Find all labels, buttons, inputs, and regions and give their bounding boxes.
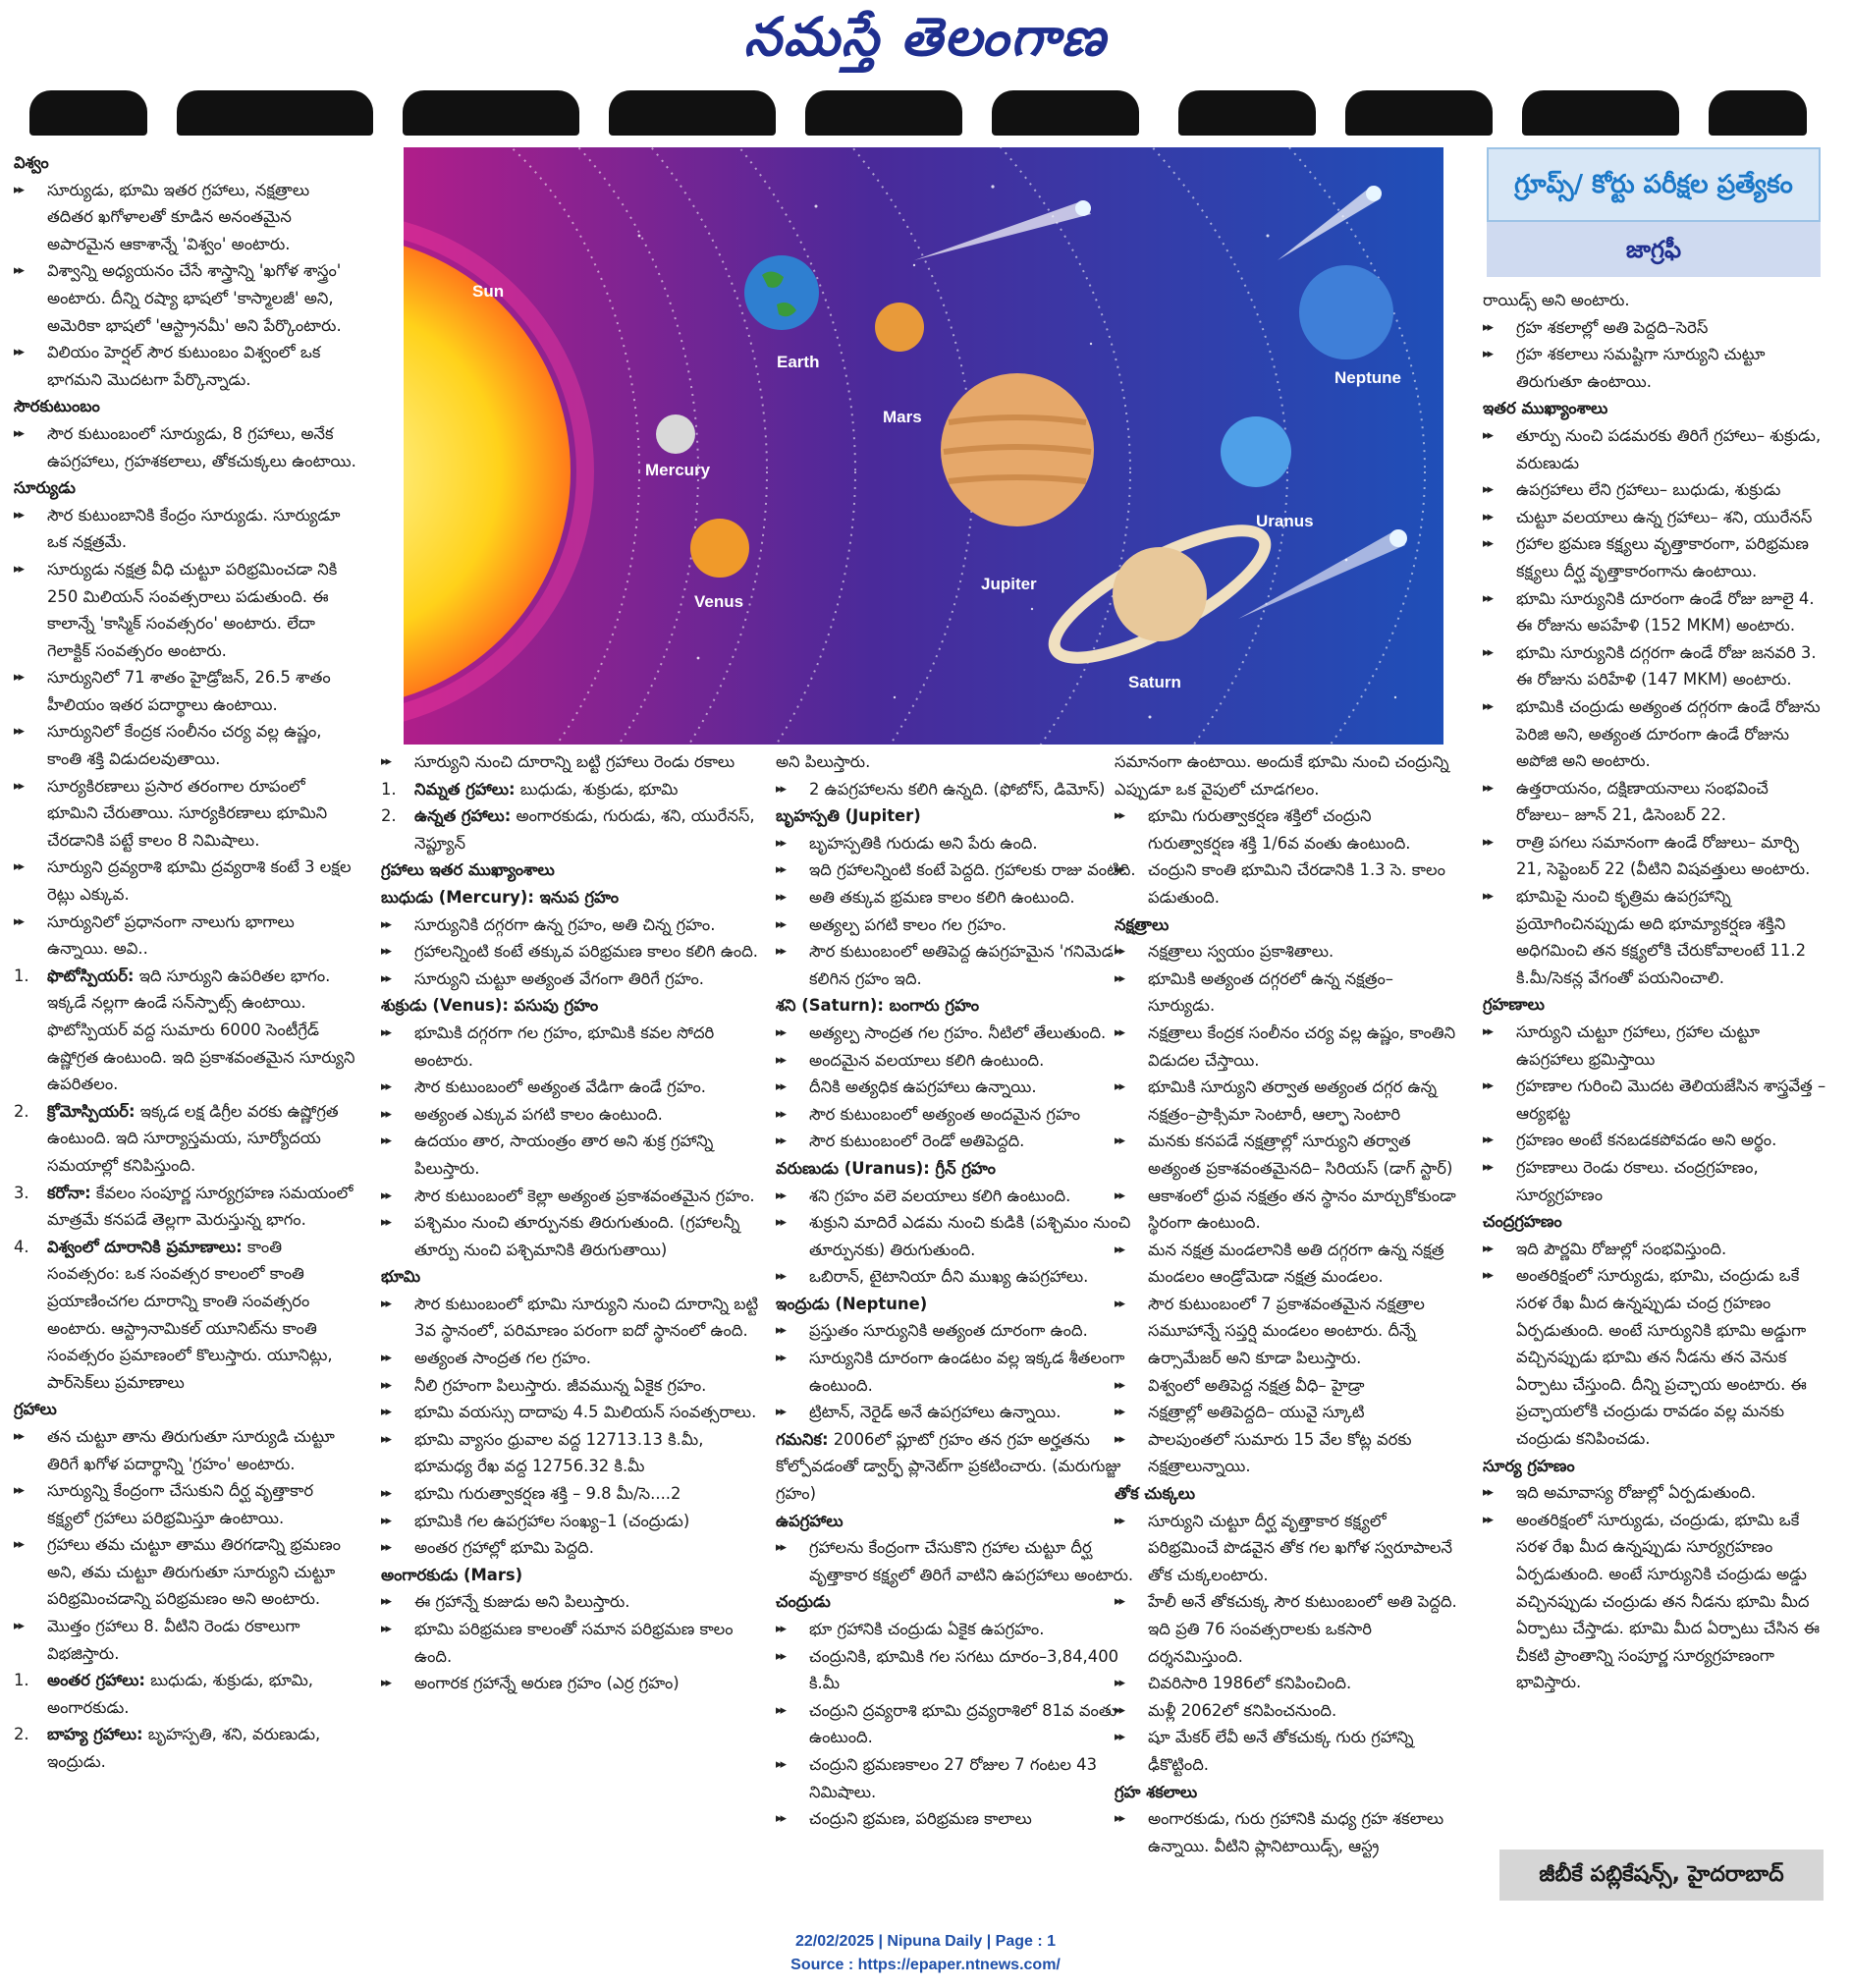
bullet-item: ▸▸ అత్యల్ప సాంద్రత గల గ్రహం. నీటిలో తేలుతుంది. bbox=[776, 1020, 1149, 1047]
bullet-item: ▸▸ భూమికి అత్యంత దగ్గరలో ఉన్న నక్షత్రం– సూర్యుడు. bbox=[1115, 966, 1460, 1020]
bullet-item: ▸▸ సౌర కుటుంబంలో అతిపెద్ద ఉపగ్రహమైన 'గనిమెడ' కలిగిన గ్రహం ఇది. bbox=[776, 938, 1149, 992]
bullet-item: ▸▸ ఉత్తరాయనం, దక్షిణాయనాలు సంభవించే రోజులు– జూన్‌ 21, డిసెంబర్‌ 22. bbox=[1483, 775, 1826, 829]
article-column-4 bbox=[1115, 748, 1460, 1898]
bullet-item: ▸▸ ఇది అమావాస్య రోజుల్లో ఏర్పడుతుంది. bbox=[1483, 1479, 1826, 1507]
paragraph-text: రాయిడ్స్‌ అని అంటారు. bbox=[1483, 291, 1630, 309]
bullet-item: ▸▸ ఈ గ్రహాన్నే కుజుడు అని పిలుస్తారు. bbox=[381, 1588, 760, 1616]
paragraph-text: సమానంగా ఉంటాయి. అందుకే భూమి నుంచి చంద్రున్ని ఎప్పుడూ ఒక వైపులో చూడగలం. bbox=[1115, 752, 1449, 799]
bullet-item: ▸▸ గ్రహ శకలాలు సమష్టిగా సూర్యుని చుట్టూ తిరుగుతూ ఉంటాయి. bbox=[1483, 341, 1826, 395]
bullet-item: ▸▸ నక్షత్రాలు స్వయం ప్రకాశితాలు. bbox=[1115, 938, 1460, 966]
section-heading: శని (Saturn): బంగారు గ్రహం bbox=[776, 996, 980, 1016]
bullet-item: ▸▸ విశ్వంలో అతిపెద్ద నక్షత్ర వీధి– హైడ్రా bbox=[1115, 1372, 1460, 1400]
cropped-headline bbox=[29, 81, 1807, 138]
item-text: 2006లో ప్లూటో గ్రహం తన గ్రహ అర్హతను కోల్పోవడంతో డ్వార్ఫ్‌ ప్లానెట్‌గా ప్రకటించారు. (మరుగుజ్జు గ్రహం) bbox=[776, 1429, 1121, 1504]
bullet-item: ▸▸ ట్రిటాన్‌, నెరైడ్‌ అనే ఉపగ్రహాలు ఉన్నాయి. bbox=[776, 1399, 1149, 1426]
bullet-item: ▸▸ అత్యల్ప పగటి కాలం గల గ్రహం. bbox=[776, 911, 1149, 939]
section-heading: తోక చుక్కలు bbox=[1115, 1484, 1195, 1504]
label-venus: Venus bbox=[694, 592, 744, 611]
numbered-item bbox=[14, 1667, 359, 1721]
bullet-item: ▸▸ శుక్రుని మాదిరే ఎడమ నుంచి కుడికి (పశ్చిమం నుంచి తూర్పునకు) తిరుగుతుంది. bbox=[776, 1209, 1149, 1263]
item-lead: కరోనా: bbox=[47, 1183, 91, 1202]
bullet-item: ▸▸ ఒబిరాన్‌, టైటానియా దీని ముఖ్య ఉపగ్రహాలు. bbox=[776, 1263, 1149, 1291]
bullet-item: ▸▸ అంగారకుడు, గురు గ్రహానికి మధ్య గ్రహ శకలాలు ఉన్నాయి. వీటిని ప్లానిటాయిడ్స్‌, ఆస్ట్ర bbox=[1115, 1805, 1460, 1859]
item-number: 4. bbox=[14, 1237, 29, 1256]
numbered-item bbox=[14, 1721, 359, 1775]
section-heading: బృహస్పతి (Jupiter) bbox=[776, 806, 921, 826]
numbered-item bbox=[14, 963, 359, 1098]
bullet-item: ▸▸ షూ మేకర్‌ లేవీ అనే తోకచుక్క గురు గ్రహాన్ని ఢీకొట్టింది. bbox=[1115, 1724, 1460, 1778]
banner-subject: జాగ్రఫీ bbox=[1487, 222, 1821, 277]
page-footer bbox=[0, 1930, 1851, 1977]
bullet-item: ▸▸ భూమికి సూర్యుని తర్వాత అత్యంత దగ్గర ఉన్న నక్షత్రం–ప్రాక్సిమా సెంటారీ, ఆల్ఫా సెంటారి bbox=[1115, 1074, 1460, 1128]
bullet-item: ▸▸ గ్రహణాలు రెండు రకాలు. చంద్రగ్రహణం, సూర్యగ్రహణం bbox=[1483, 1154, 1826, 1208]
bullet-item: ▸▸ సూర్యుడు, భూమి ఇతర గ్రహాలు, నక్షత్రాలు తదితర ఖగోళాలతో కూడిన అనంతమైన అపారమైన ఆకాశాన్నే 'విశ్వం' అంటారు. bbox=[14, 177, 359, 258]
bullet-item: ▸▸ అతి తక్కువ భ్రమణ కాలం కలిగి ఉంటుంది. bbox=[776, 884, 1149, 911]
bullet-item: ▸▸ దీనికి అత్యధిక ఉపగ్రహాలు ఉన్నాయి. bbox=[776, 1074, 1149, 1101]
article-column-3 bbox=[776, 748, 1149, 1898]
bullet-item: ▸▸ ఉదయం తార, సాయంత్రం తార అని శుక్ర గ్రహాన్ని పిలుస్తారు. bbox=[381, 1128, 760, 1182]
label-uranus: Uranus bbox=[1256, 512, 1314, 530]
item-text: కేవలం సంపూర్ణ సూర్యగ్రహణ సమయంలో మాత్రమే కనపడే తెల్లగా మెరుస్తున్న భాగం. bbox=[47, 1183, 354, 1230]
article-column-2 bbox=[381, 748, 760, 1898]
item-text: కాంతి సంవత్సరం: ఒక సంవత్సర కాలంలో కాంతి ప్రయాణించగల దూరాన్ని కాంతి సంవత్సరం అంటారు. ఆస్ట్రానామికల్‌ యూనిట్‌ను కాంతి సంవత్సరం ప్రమాణంలో కొలుస్తారు. యూనిట్లు, పార్‌సెక్‌లు ప్రమాణాలు bbox=[47, 1237, 333, 1392]
numbered-item bbox=[14, 1098, 359, 1180]
article-column-1 bbox=[14, 149, 359, 1898]
bullet-item: ▸▸ గ్రహణాల గురించి మొదట తెలియజేసిన శాస్త్రవేత్త – ఆర్యభట్ట bbox=[1483, 1073, 1826, 1127]
numbered-item bbox=[776, 1426, 1149, 1508]
item-text: బుధుడు, శుక్రుడు, భూమి bbox=[515, 779, 679, 799]
item-text: ఇక్కడ లక్ష డిగ్రీల వరకు ఉష్ణోగ్రత ఉంటుంది. ఇది సూర్యాస్తమయ, సూర్యోదయ సమయాల్లో కనిపిస్తుంది. bbox=[47, 1101, 339, 1175]
bullet-item: ▸▸ విలియం హెర్షల్‌ సౌర కుటుంబం విశ్వంలో ఒక భాగమని మొదటగా పేర్కొన్నాడు. bbox=[14, 339, 359, 393]
bullet-item: ▸▸ మనకు కనపడే నక్షత్రాల్లో సూర్యుని తర్వాత అత్యంత ప్రకాశవంతమైనది– సిరియస్‌ (డాగ్‌ స్టార్‌) bbox=[1115, 1128, 1460, 1182]
item-lead: ఉన్నత గ్రహాలు: bbox=[414, 806, 512, 826]
bullet-item: ▸▸ చంద్రుని భ్రమణకాలం 27 రోజుల 7 గంటల 43 నిమిషాలు. bbox=[776, 1751, 1149, 1805]
section-banner bbox=[1487, 147, 1821, 279]
numbered-item bbox=[14, 1234, 359, 1397]
venus-shape bbox=[690, 519, 749, 578]
bullet-item: ▸▸ చివరిసారి 1986లో కనిపించింది. bbox=[1115, 1670, 1460, 1697]
bullet-item: ▸▸ గ్రహణం అంటే కనబడకపోవడం అని అర్థం. bbox=[1483, 1127, 1826, 1154]
bullet-item: ▸▸ భూమి పరిభ్రమణ కాలంతో సమాన పరిభ్రమణ కాలం ఉంది. bbox=[381, 1616, 760, 1670]
bullet-item: ▸▸ భూమి వ్యాసం ధ్రువాల వద్ద 12713.13 కి.మీ, భూమధ్య రేఖ వద్ద 12756.32 కి.మీ bbox=[381, 1426, 760, 1480]
section-heading: సూర్యుడు bbox=[14, 478, 76, 498]
bullet-item: ▸▸ సూర్యునికి దూరంగా ఉండటం వల్ల ఇక్కడ శీతలంగా ఉంటుంది. bbox=[776, 1345, 1149, 1399]
uranus-shape bbox=[1221, 416, 1291, 487]
bullet-item: ▸▸ చుట్టూ వలయాలు ఉన్న గ్రహాలు– శని, యురేనస్‌ bbox=[1483, 504, 1826, 531]
item-lead: క్రోమోస్పియర్‌: bbox=[47, 1101, 136, 1121]
bullet-item: ▸▸ మళ్లీ 2062లో కనిపించనుంది. bbox=[1115, 1697, 1460, 1725]
newspaper-logo: నమస్తే తెలంగాణ bbox=[743, 6, 1108, 68]
bullet-item: ▸▸ సూర్యకిరణాలు ప్రసార తరంగాల రూపంలో భూమిని చేరుతాయి. సూర్యకిరణాలు భూమిని చేరడానికి పట్టే కాలం 8 నిమిషాలు. bbox=[14, 773, 359, 855]
label-saturn: Saturn bbox=[1128, 673, 1181, 691]
bullet-item: ▸▸ గ్రహాలు తమ చుట్టూ తాము తిరగడాన్ని భ్రమణం అని, తమ చుట్టూ తిరుగుతూ సూర్యుని చుట్టూ పరిభ్రమించడాన్ని పరిభ్రమణం అని అంటారు. bbox=[14, 1531, 359, 1613]
section-heading: ఇంద్రుడు (Neptune) bbox=[776, 1294, 928, 1313]
bullet-item: ▸▸ పశ్చిమం నుంచి తూర్పునకు తిరుగుతుంది. (గ్రహాలన్నీ తూర్పు నుంచి పశ్చిమానికి తిరుగుతాయి) bbox=[381, 1209, 760, 1263]
paragraph-text: అని పిలుస్తారు. bbox=[776, 752, 871, 771]
item-lead: అంతర గ్రహాలు: bbox=[47, 1671, 145, 1690]
bullet-item: ▸▸ నీలి గ్రహంగా పిలుస్తారు. జీవమున్న ఏకైక గ్రహం. bbox=[381, 1372, 760, 1400]
earth-shape bbox=[744, 255, 819, 330]
bullet-item: ▸▸ సౌర కుటుంబంలో రెండో అతిపెద్దది. bbox=[776, 1128, 1149, 1155]
section-heading: భూమి bbox=[381, 1267, 421, 1287]
article-column-5 bbox=[1483, 287, 1826, 1819]
bullet-item: ▸▸ అంతర గ్రహాల్లో భూమి పెద్దది. bbox=[381, 1534, 760, 1562]
section-heading: ఇతర ముఖ్యాంశాలు bbox=[1483, 399, 1608, 418]
bullet-item: ▸▸ రాత్రి పగలు సమానంగా ఉండే రోజులు– మార్చి 21, సెప్టెంబర్‌ 22 (వీటిని విషవత్తులు అంటారు. bbox=[1483, 829, 1826, 883]
bullet-item: ▸▸ సూర్యుని చుట్టూ గ్రహాలు, గ్రహాల చుట్టూ ఉపగ్రహాలు భ్రమిస్తాయి bbox=[1483, 1019, 1826, 1073]
bullet-item: ▸▸ మొత్తం గ్రహాలు 8. వీటిని రెండు రకాలుగా విభజిస్తారు. bbox=[14, 1613, 359, 1667]
bullet-item: ▸▸ చంద్రుని కాంతి భూమిని చేరడానికి 1.3 సె. కాలం పడుతుంది. bbox=[1115, 856, 1460, 911]
bullet-item: ▸▸ భూమికి చంద్రుడు అత్యంత దగ్గరగా ఉండే రోజును పెరిజి అని, అత్యంత దూరంగా ఉండే రోజును అపోజి అని అంటారు. bbox=[1483, 693, 1826, 775]
bullet-item: ▸▸ సౌర కుటుంబానికి కేంద్రం సూర్యుడు. సూర్యుడూ ఒక నక్షత్రమే. bbox=[14, 502, 359, 556]
solar-system-svg bbox=[404, 147, 1443, 745]
bullet-item: ▸▸ పాలపుంతలో సుమారు 15 వేల కోట్ల వరకు నక్షత్రాలున్నాయి. bbox=[1115, 1426, 1460, 1480]
bullet-item: ▸▸ అంతరిక్షంలో సూర్యుడు, చంద్రుడు, భూమి ఒకే సరళ రేఖ మీద ఉన్నప్పుడు సూర్యగ్రహణం ఏర్పడుతుంది. అంటే సూర్యునికి చంద్రుడు అడ్డు వచ్చినప్పుడు చంద్రుడు తన నీడను భూమి మీద ఏర్పాటు చేస్తాడు. భూమి మీద ఏర్పాటు చేసిన ఈ చీకటి ప్రాంతాన్ని సంపూర్ణ సూర్యగ్రహణంగా భావిస్తారు. bbox=[1483, 1507, 1826, 1696]
bullet-item: ▸▸ సూర్యుని నుంచి దూరాన్ని బట్టి గ్రహాలు రెండు రకాలు bbox=[381, 748, 760, 776]
bullet-item: ▸▸ అంగారక గ్రహాన్నే అరుణ గ్రహం (ఎర్ర గ్రహం) bbox=[381, 1670, 760, 1697]
bullet-item: ▸▸ సూర్యునిలో కేంద్రక సంలీనం చర్య వల్ల ఉష్ణం, కాంతి శక్తి విడుదలవుతాయి. bbox=[14, 718, 359, 772]
bullet-item: ▸▸ భూమి సూర్యునికి దగ్గరగా ఉండే రోజు జనవరి 3. ఈ రోజును పరిహేళి (147 MKM) అంటారు. bbox=[1483, 639, 1826, 693]
label-mars: Mars bbox=[883, 408, 922, 426]
bullet-item: ▸▸ అత్యంత సాంద్రత గల గ్రహం. bbox=[381, 1345, 760, 1372]
bullet-item: ▸▸ సూర్యునిలో 71 శాతం హైడ్రోజన్‌, 26.5 శాతం హీలియం ఇతర పదార్థాలు ఉంటాయి. bbox=[14, 664, 359, 718]
item-number: 1. bbox=[381, 779, 397, 799]
section-heading: సూర్య గ్రహణం bbox=[1483, 1456, 1575, 1475]
section-heading: గ్రహణాలు bbox=[1483, 995, 1545, 1015]
bullet-item: ▸▸ నక్షత్రాల్లో అతిపెద్దది– యువై స్కూటి bbox=[1115, 1399, 1460, 1426]
item-number: 2. bbox=[381, 806, 397, 826]
item-number: 2. bbox=[14, 1101, 29, 1121]
bullet-item: ▸▸ శని గ్రహం వలె వలయాలు కలిగి ఉంటుంది. bbox=[776, 1183, 1149, 1210]
bullet-item: ▸▸ సౌర కుటుంబంలో 7 ప్రకాశవంతమైన నక్షత్రాల సమూహాన్నే సప్తర్షి మండలం అంటారు. దీన్నే ఉర్సామేజర్‌ అని కూడా పిలుస్తారు. bbox=[1115, 1291, 1460, 1372]
section-heading: బుధుడు (Mercury): ఇనుప గ్రహం bbox=[381, 887, 620, 907]
bullet-item: ▸▸ గ్రహాల భ్రమణ కక్ష్యలు వృత్తాకారంగా, పరిభ్రమణ కక్ష్యలు దీర్ఘ వృత్తాకారంగాను ఉంటాయి. bbox=[1483, 530, 1826, 584]
bullet-item: ▸▸ తూర్పు నుంచి పడమరకు తిరిగే గ్రహాలు– శుక్రుడు, వరుణుడు bbox=[1483, 422, 1826, 476]
section-heading: చంద్రుడు bbox=[776, 1592, 831, 1612]
section-heading: సౌరకుటుంబం bbox=[14, 397, 100, 416]
item-lead: విశ్వంలో దూరానికి ప్రమాణాలు: bbox=[47, 1237, 243, 1256]
bullet-item: ▸▸ మన నక్షత్ర మండలానికి అతి దగ్గరగా ఉన్న నక్షత్ర మండలం ఆండ్రోమెడా నక్షత్ర మండలం. bbox=[1115, 1237, 1460, 1291]
section-heading: విశ్వం bbox=[14, 153, 49, 172]
label-earth: Earth bbox=[777, 353, 820, 371]
bullet-item: ▸▸ సూర్యునిలో ప్రధానంగా నాలుగు భాగాలు ఉన్నాయి. అవి.. bbox=[14, 909, 359, 963]
neptune-shape bbox=[1299, 265, 1393, 359]
item-number: 2. bbox=[14, 1725, 29, 1744]
item-lead: ఫొటోస్పియర్‌: bbox=[47, 966, 135, 985]
bullet-item: ▸▸ అందమైన వలయాలు కలిగి ఉంటుంది. bbox=[776, 1047, 1149, 1075]
bullet-item: ▸▸ అంతరిక్షంలో సూర్యుడు, భూమి, చంద్రుడు ఒకే సరళ రేఖ మీద ఉన్నప్పుడు చంద్ర గ్రహణం ఏర్పడుతుంది. అంటే సూర్యునికి భూమి అడ్డుగా వచ్చినప్పుడు భూమి తన నీడను తన వెనుక ఏర్పాటు చేస్తుంది. దీన్ని ప్రచ్ఛాయ అంటారు. ఈ ప్రచ్ఛాయలోకి చంద్రుడు రావడం వల్ల మనకు చంద్రుడు కనిపించడు. bbox=[1483, 1262, 1826, 1452]
bullet-item: ▸▸ గ్రహ శకలాల్లో అతి పెద్దది–సెరెస్‌ bbox=[1483, 314, 1826, 342]
section-heading: గ్రహ శకలాలు bbox=[1115, 1782, 1198, 1801]
bullet-item: ▸▸ సూర్యుని చుట్టూ దీర్ఘ వృత్తాకార కక్ష్యలో పరిభ్రమించే పొడవైన తోక గల ఖగోళ స్వరూపాలనే తోక చుక్కలంటారు. bbox=[1115, 1508, 1460, 1589]
bullet-item: ▸▸ అత్యంత ఎక్కువ పగటి కాలం ఉంటుంది. bbox=[381, 1101, 760, 1129]
item-lead: బాహ్య గ్రహాలు: bbox=[47, 1725, 143, 1744]
bullet-item: ▸▸ సౌర కుటుంబంలో అత్యంత వేడిగా ఉండే గ్రహం. bbox=[381, 1074, 760, 1101]
bullet-item: ▸▸ నక్షత్రాలు కేంద్రక సంలీనం చర్య వల్ల ఉష్ణం, కాంతిని విడుదల చేస్తాయి. bbox=[1115, 1020, 1460, 1074]
item-text: ఇది సూర్యుని ఉపరితల భాగం. ఇక్కడే నల్లగా ఉండే సన్‌స్పాట్స్‌ ఉంటాయి. ఫొటోస్పియర్‌ వద్ద సుమారు 6000 సెంటీగ్రేడ్‌ ఉష్ణోగ్రత ఉంటుంది. ఇది ప్రకాశవంతమైన సూర్యుని ఉపరితలం. bbox=[47, 966, 355, 1094]
bullet-item: ▸▸ భూమి గురుత్వాకర్షణ శక్తి – 9.8 మీ/సె....2 bbox=[381, 1480, 760, 1508]
bullet-item: ▸▸ సూర్యున్ని కేంద్రంగా చేసుకుని దీర్ఘ వృత్తాకార కక్ష్యలో గ్రహాలు పరిభ్రమిస్తూ ఉంటాయి. bbox=[14, 1477, 359, 1531]
bullet-item: ▸▸ సౌర కుటుంబంలో భూమి సూర్యుని నుంచి దూరాన్ని బట్టి 3వ స్థానంలో, పరిమాణం పరంగా ఐదో స్థానంలో ఉంది. bbox=[381, 1291, 760, 1345]
item-text: బుధుడు, శుక్రుడు, భూమి, అంగారకుడు. bbox=[47, 1671, 313, 1717]
item-lead: నిమ్నత గ్రహాలు: bbox=[414, 779, 516, 799]
bullet-item: ▸▸ భూమి వయస్సు దాదాపు 4.5 మిలియన్‌ సంవత్సరాలు. bbox=[381, 1399, 760, 1426]
section-heading: నక్షత్రాలు bbox=[1115, 914, 1170, 934]
item-number: 1. bbox=[14, 966, 29, 985]
bullet-item: ▸▸ భూమి సూర్యునికి దూరంగా ఉండే రోజు జూలై 4. ఈ రోజును అపహేళి (152 MKM) అంటారు. bbox=[1483, 585, 1826, 639]
bullet-item: ▸▸ ప్రస్తుతం సూర్యునికి అత్యంత దూరంగా ఉంది. bbox=[776, 1317, 1149, 1345]
bullet-item: ▸▸ చంద్రుని భ్రమణ, పరిభ్రమణ కాలాలు bbox=[776, 1805, 1149, 1833]
bullet-item: ▸▸ తన చుట్టూ తాను తిరుగుతూ సూర్యుడి చుట్టూ తిరిగే ఖగోళ పదార్థాన్ని 'గ్రహం' అంటారు. bbox=[14, 1423, 359, 1477]
bullet-item: ▸▸ సౌర కుటుంబంలో అత్యంత అందమైన గ్రహం bbox=[776, 1101, 1149, 1129]
bullet-item: ▸▸ గ్రహాలన్నింటి కంటే తక్కువ పరిభ్రమణ కాలం కలిగి ఉంది. bbox=[381, 938, 760, 966]
label-sun: Sun bbox=[472, 282, 505, 301]
mercury-shape bbox=[656, 414, 695, 454]
footer-source-line: Source : https://epaper.ntnews.com/ bbox=[790, 1957, 1061, 1973]
bullet-item: ▸▸ సౌర కుటుంబంలో కెల్లా అత్యంత ప్రకాశవంతమైన గ్రహం. bbox=[381, 1183, 760, 1210]
masthead bbox=[0, 0, 1851, 79]
bullet-item: ▸▸ బృహస్పతికి గురుడు అని పేరు ఉంది. bbox=[776, 830, 1149, 857]
bullet-item: ▸▸ భూమి గురుత్వాకర్షణ శక్తిలో చంద్రుని గురుత్వాకర్షణ శక్తి 1/6వ వంతు ఉంటుంది. bbox=[1115, 802, 1460, 856]
bullet-item: ▸▸ సూర్యుడు నక్షత్ర వీధి చుట్టూ పరిభ్రమించడా నికి 250 మిలియన్‌ సంవత్సరాలు పడుతుంది. ఈ కాలాన్నే 'కాస్మిక్‌ సంవత్సరం' అంటారు. లేదా గెలాక్టిక్‌ సంవత్సరం అంటారు. bbox=[14, 556, 359, 664]
bullet-item: ▸▸ ఇది గ్రహాలన్నింటి కంటే పెద్దది. గ్రహాలకు రాజు వంటిది. bbox=[776, 856, 1149, 884]
numbered-item bbox=[381, 776, 760, 803]
section-heading: గ్రహాలు bbox=[14, 1400, 57, 1419]
bullet-item: ▸▸ విశ్వాన్ని అధ్యయనం చేసే శాస్త్రాన్ని 'ఖగోళ శాస్త్రం' అంటారు. దీన్ని రష్యా భాషలో 'కాస్మాలజీ' అని, అమెరికా భాషలో 'ఆస్ట్రానమీ' అని పేర్కొంటారు. bbox=[14, 257, 359, 339]
item-number: 3. bbox=[14, 1183, 29, 1202]
bullet-item: ▸▸ ఉపగ్రహాలు లేని గ్రహాలు– బుధుడు, శుక్రుడు bbox=[1483, 476, 1826, 504]
bullet-item: ▸▸ సూర్యునికి దగ్గరగా ఉన్న గ్రహం, అతి చిన్న గ్రహం. bbox=[381, 911, 760, 939]
mars-shape bbox=[875, 303, 924, 352]
solar-system-illustration bbox=[404, 147, 1443, 745]
item-text: బృహస్పతి, శని, వరుణుడు, ఇంద్రుడు. bbox=[47, 1725, 321, 1772]
bullet-item: ▸▸ చంద్రునికి, భూమికి గల సగటు దూరం–3,84,400 కి.మీ bbox=[776, 1643, 1149, 1697]
bullet-item: ▸▸ హేలీ అనే తోకచుక్క సౌర కుటుంబంలో అతి పెద్దది. ఇది ప్రతి 76 సంవత్సరాలకు ఒకసారి దర్శనమిస్తుంది. bbox=[1115, 1588, 1460, 1670]
section-heading: గ్రహాలు ఇతర ముఖ్యాంశాలు bbox=[381, 860, 555, 880]
bullet-item: ▸▸ చంద్రుని ద్రవ్యరాశి భూమి ద్రవ్యరాశిలో 81వ వంతు ఉంటుంది. bbox=[776, 1697, 1149, 1751]
section-heading: శుక్రుడు (Venus): పసుపు గ్రహం bbox=[381, 996, 599, 1016]
publisher-credit: జీబీకే పబ్లికేషన్స్‌, హైదరాబాద్‌ bbox=[1499, 1850, 1824, 1901]
section-heading: ఉపగ్రహాలు bbox=[776, 1511, 844, 1530]
bullet-item: ▸▸ గ్రహాలను కేంద్రంగా చేసుకొని గ్రహాల చుట్టూ దీర్ఘ వృత్తాకార కక్ష్యలో తిరిగే వాటిని ఉపగ్రహాలు అంటారు. bbox=[776, 1534, 1149, 1588]
bullet-item: ▸▸ సూర్యుని ద్రవ్యరాశి భూమి ద్రవ్యరాశి కంటే 3 లక్షల రెట్లు ఎక్కువ. bbox=[14, 854, 359, 908]
numbered-item bbox=[14, 1180, 359, 1234]
numbered-item bbox=[381, 802, 760, 856]
label-mercury: Mercury bbox=[645, 461, 711, 479]
label-neptune: Neptune bbox=[1334, 368, 1401, 387]
section-heading: అంగారకుడు (Mars) bbox=[381, 1565, 523, 1584]
bullet-item: ▸▸ ఇది పౌర్ణమి రోజుల్లో సంభవిస్తుంది. bbox=[1483, 1236, 1826, 1263]
bullet-item: ▸▸ 2 ఉపగ్రహాలను కలిగి ఉన్నది. (ఫోబోస్‌, డిమోస్‌) bbox=[776, 776, 1149, 803]
section-heading: చంద్రగ్రహణం bbox=[1483, 1212, 1562, 1232]
item-text: అంగారకుడు, గురుడు, శని, యురేనస్‌, నెప్ట్యూన్‌ bbox=[414, 806, 755, 853]
bullet-item: ▸▸ భూ గ్రహానికి చంద్రుడు ఏకైక ఉపగ్రహం. bbox=[776, 1616, 1149, 1643]
bullet-item: ▸▸ భూమికి దగ్గరగా గల గ్రహం, భూమికి కవల సోదరి అంటారు. bbox=[381, 1020, 760, 1074]
bullet-item: ▸▸ భూమికి గల ఉపగ్రహాల సంఖ్య–1 (చంద్రుడు) bbox=[381, 1508, 760, 1535]
bullet-item: ▸▸ భూమిపై నుంచి కృత్రిమ ఉపగ్రహాన్ని ప్రయోగించినప్పుడు అది భూమ్యాకర్షణ శక్తిని అధిగమించి తన కక్ష్యలోకి చేరుకోవాలంటే 11.2 కి.మీ/సెకన్ల వేగంతో పయనించాలి. bbox=[1483, 883, 1826, 991]
bullet-item: ▸▸ సూర్యుని చుట్టూ అత్యంత వేగంగా తిరిగే గ్రహం. bbox=[381, 966, 760, 993]
saturn-shape bbox=[1113, 547, 1207, 641]
banner-title: గ్రూప్స్‌/ కోర్టు పరీక్షల ప్రత్యేకం bbox=[1487, 147, 1821, 222]
label-jupiter: Jupiter bbox=[981, 575, 1037, 593]
item-lead: గమనిక: bbox=[776, 1429, 829, 1449]
bullet-item: ▸▸ ఆకాశంలో ధ్రువ నక్షత్రం తన స్థానం మార్చుకోకుండా స్థిరంగా ఉంటుంది. bbox=[1115, 1183, 1460, 1237]
footer-date-line: 22/02/2025 | Nipuna Daily | Page : 1 bbox=[794, 1933, 1057, 1950]
item-number: 1. bbox=[14, 1671, 29, 1690]
section-heading: వరుణుడు (Uranus): గ్రీన్‌ గ్రహం bbox=[776, 1158, 996, 1178]
bullet-item: ▸▸ సౌర కుటుంబంలో సూర్యుడు, 8 గ్రహాలు, అనేక ఉపగ్రహాలు, గ్రహశకలాలు, తోకచుక్కలు ఉంటాయి. bbox=[14, 420, 359, 474]
